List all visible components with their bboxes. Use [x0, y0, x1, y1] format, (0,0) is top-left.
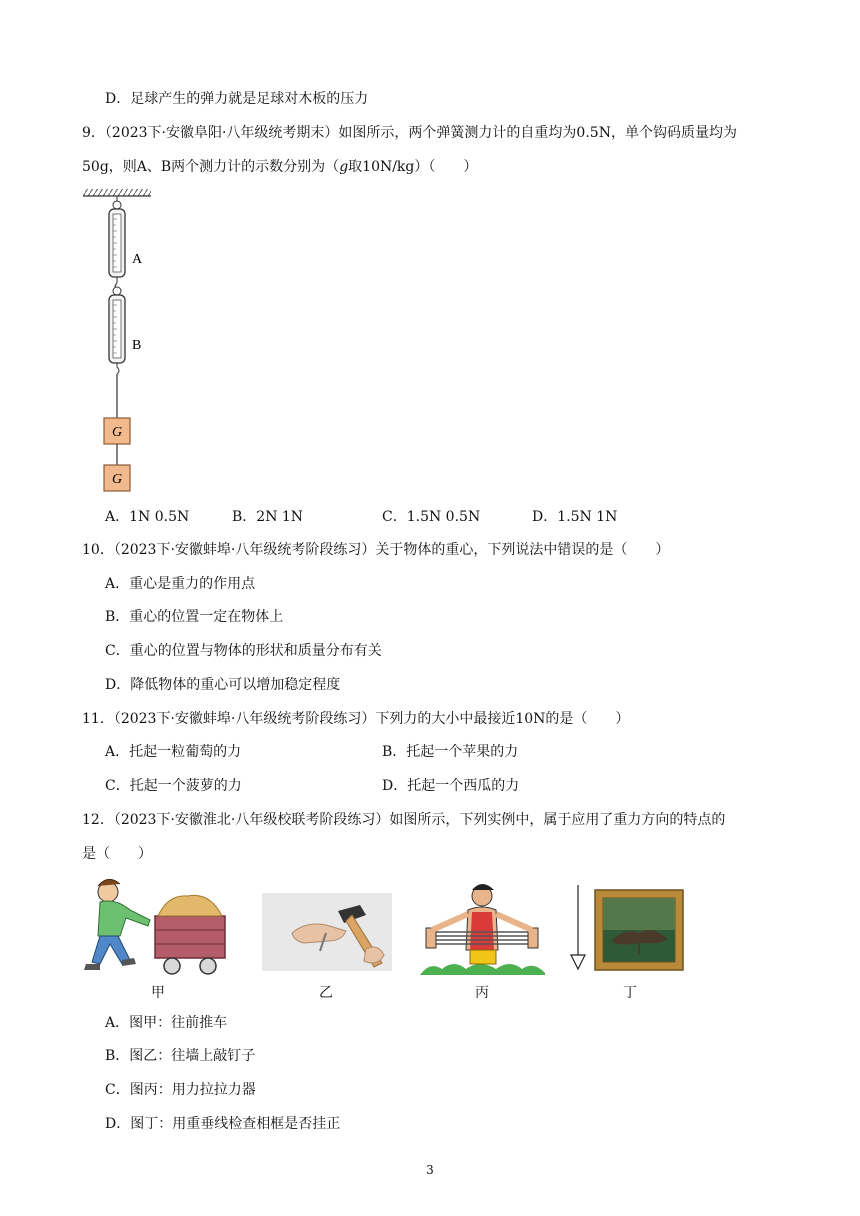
weight-1-label: G	[111, 425, 123, 440]
q12-stem-line1: 12．（2023下·安徽淮北·八年级校联考阶段练习）如图所示，下列实例中，属于应用了重力方向的特点的	[82, 812, 726, 828]
caption-yi: 乙	[319, 985, 333, 1001]
q11-stem: 11．（2023下·安徽蚌埠·八年级统考阶段练习）下列力的大小中最接近10N的是（ ）	[82, 711, 630, 727]
q10-stem: 10．（2023下·安徽蚌埠·八年级统考阶段练习）关于物体的重心，下列说法中错误的是（ ）	[82, 542, 670, 558]
caption-ding: 丁	[623, 985, 637, 1001]
q9-option-c[interactable]: C．1.5N 0.5N	[382, 509, 481, 525]
q10-option-a[interactable]: A．重心是重力的作用点	[105, 576, 256, 592]
spring-scale-b	[109, 287, 125, 418]
q9-stem-part-b: 取10N/kg）（ ）	[348, 159, 478, 175]
q11-option-c[interactable]: C．托起一个菠萝的力	[105, 778, 242, 794]
q10-option-b[interactable]: B．重心的位置一定在物体上	[105, 609, 284, 625]
q10-option-d[interactable]: D．降低物体的重心可以增加稳定程度	[105, 677, 341, 693]
weight-2-label: G	[111, 472, 123, 487]
q9-option-d[interactable]: D．1.5N 1N	[532, 509, 618, 525]
q11-option-d[interactable]: D．托起一个西瓜的力	[382, 778, 520, 794]
q12-stem-line2: 是（ ）	[82, 846, 152, 862]
q9-stem-line1: 9．（2023下·安徽阜阳·八年级统考期末）如图所示，两个弹簧测力计的自重均为0.5N，单个钩码质量均为	[82, 125, 737, 141]
q12-option-d[interactable]: D．图丁：用重垂线检查相框是否挂正	[105, 1116, 341, 1132]
caption-jia: 甲	[151, 985, 165, 1001]
picture-bing-chest-expander	[420, 880, 545, 975]
q9-option-b[interactable]: B．2N 1N	[232, 509, 304, 525]
ceiling	[83, 189, 151, 196]
caption-bing: 丙	[475, 985, 489, 1001]
q9-options	[0, 506, 860, 526]
q9-stem-line2	[82, 157, 477, 177]
picture-yi-hammering-nail	[262, 893, 392, 971]
spring-scale-a	[109, 196, 125, 291]
q11-option-a[interactable]: A．托起一粒葡萄的力	[105, 744, 242, 760]
picture-jia-pushing-cart	[80, 876, 230, 976]
q9-g-symbol: g	[339, 159, 349, 175]
q12-option-b[interactable]: B．图乙：往墙上敲钉子	[105, 1048, 256, 1064]
label-a: A	[132, 252, 143, 267]
q11-option-b[interactable]: B．托起一个苹果的力	[382, 744, 519, 760]
spring-scale-figure	[80, 185, 160, 495]
page-number: 3	[426, 1163, 434, 1177]
prev-question-tail: D．足球产生的弹力就是足球对木板的压力	[105, 91, 369, 107]
q9-option-a[interactable]: A．1N 0.5N	[105, 509, 190, 525]
q12-option-c[interactable]: C．图丙：用力拉拉力器	[105, 1082, 256, 1098]
q10-option-c[interactable]: C．重心的位置与物体的形状和质量分布有关	[105, 643, 382, 659]
picture-ding-plumb-line-frame	[565, 885, 690, 977]
label-b: B	[132, 338, 142, 353]
q9-stem-part-a: 50g，则A、B两个测力计的示数分别为（	[82, 159, 340, 175]
q12-option-a[interactable]: A．图甲：往前推车	[105, 1015, 228, 1031]
